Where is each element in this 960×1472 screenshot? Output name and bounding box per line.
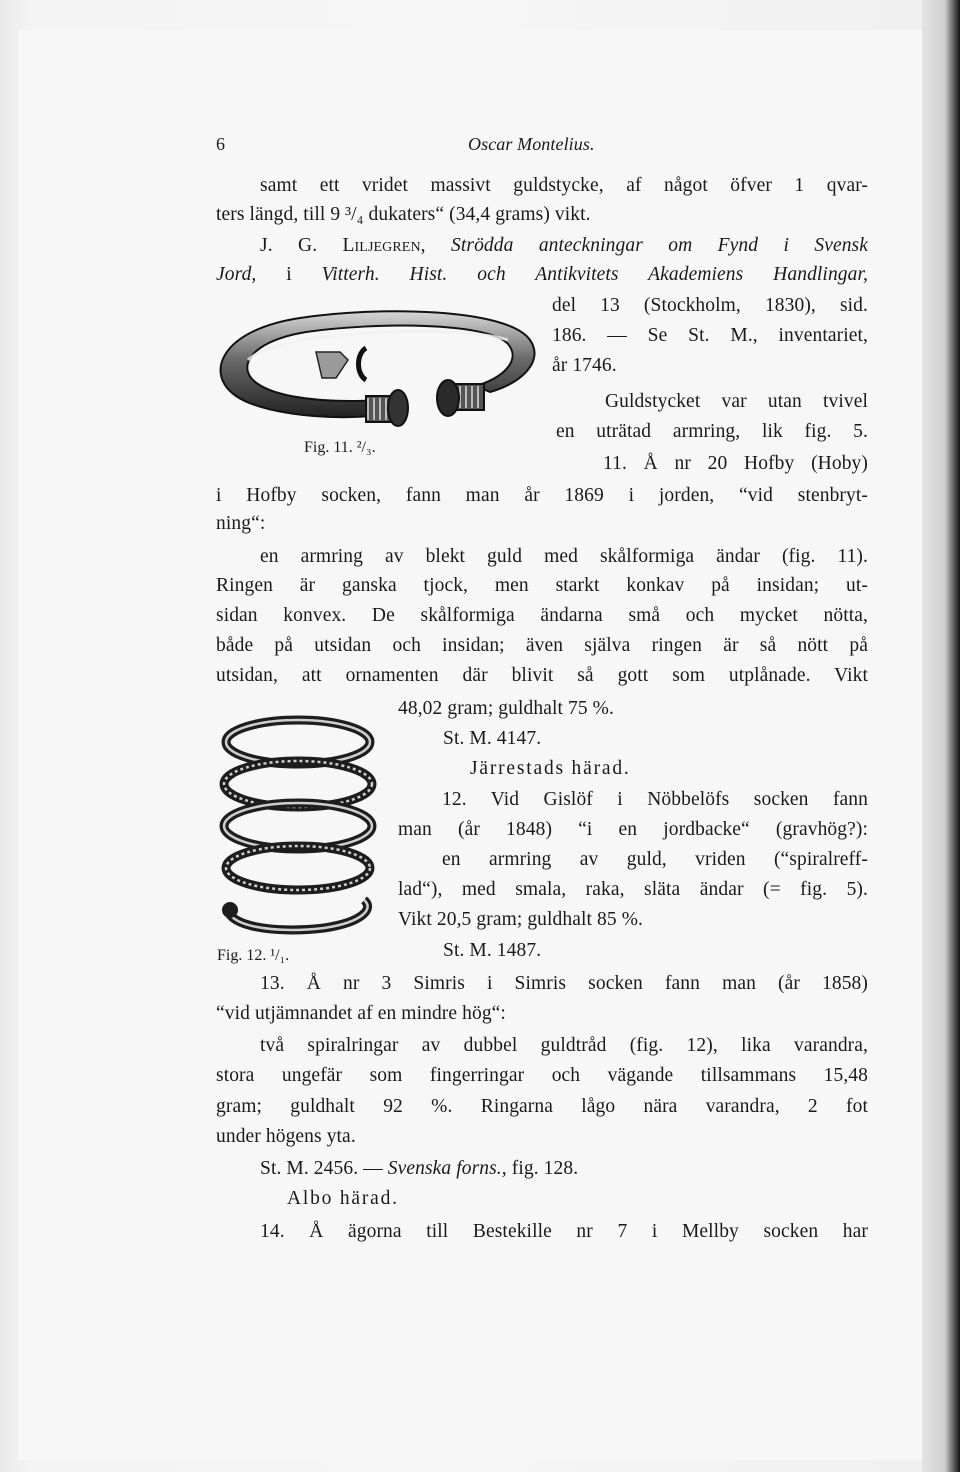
text-line-25: Vikt 20,5 gram; guldhalt 85 %. <box>398 909 644 930</box>
text-line-04-series: Vitterh. Hist. och Antikvitets Akademiens Handlingar, <box>321 264 869 285</box>
text-line-33-catalog: St. M. 2456. — <box>260 1158 388 1179</box>
reference-title: Strödda anteckningar om Fynd i Svensk <box>451 235 869 256</box>
text-line-17: utsidan, att ornamenten där blivit så gott som utplånade. Vikt <box>216 665 868 686</box>
text-line-23: en armring av guld, vriden (“spiralreff- <box>442 849 868 870</box>
text-line-18: 48,02 gram; guldhalt 75 %. <box>398 698 614 719</box>
text-line-28: “vid utjämnandet af en mindre hög“: <box>216 1003 506 1024</box>
text-line-30: stora ungefär som fingerringar och vägande tillsammans 15,48 <box>216 1065 868 1086</box>
text-line-21: 12. Vid Gislöf i Nöbbelöfs socken fann <box>442 789 868 810</box>
text-line-33 <box>260 1157 578 1181</box>
text-line-31: gram; guldhalt 92 %. Ringarna lågo nära varandra, 2 fot <box>216 1096 868 1117</box>
text-line-19: St. M. 4147. <box>443 728 542 749</box>
binding-edge <box>922 0 960 1472</box>
text-line-32: under högens yta. <box>216 1126 356 1147</box>
fig-12-spiral-ring-illustration <box>214 702 380 944</box>
text-line-14: Ringen är ganska tjock, men starkt konkav på insidan; ut- <box>216 575 868 596</box>
text-line-24: lad“), med smala, raka, släta ändar (= fig. 5). <box>398 879 868 900</box>
text-line-03 <box>260 234 868 258</box>
text-line-11: i Hofby socken, fann man år 1869 i jorden, “vid stenbryt- <box>216 485 868 506</box>
text-line-35: 14. Å ägorna till Bestekille nr 7 i Mellby socken har <box>260 1221 868 1242</box>
text-line-22: man (år 1848) “i en jordbacke“ (gravhög?): <box>398 819 868 840</box>
text-line-04-journal: Jord, <box>216 264 257 285</box>
text-line-33-source: Svenska forns., <box>387 1158 507 1179</box>
text-line-15: sidan konvex. De skålformiga ändarna små och mycket nötta, <box>216 605 868 626</box>
text-line-05: del 13 (Stockholm, 1830), sid. <box>552 295 868 316</box>
author-initials: J. G. <box>260 235 343 256</box>
text-line-26: St. M. 1487. <box>443 940 542 961</box>
page-number: 6 <box>216 134 226 154</box>
fig-11-right-cup-end <box>437 380 484 416</box>
fig-11-cross-section-detail <box>316 348 366 380</box>
author-surname: Liljegren <box>342 235 421 256</box>
fig-11-caption: Fig. 11. ²/₃. <box>304 439 376 456</box>
text-line-33-figure: fig. 128. <box>506 1158 579 1179</box>
fig-12-spiral-end <box>222 902 238 918</box>
text-line-16: både på utsidan och insidan; även själva ringen är så nött på <box>216 635 868 656</box>
text-line-13: en armring av blekt guld med skålformiga ändar (fig. 11). <box>260 546 868 567</box>
text-line-02: ters längd, till 9 ³/₄ dukaters“ (34,4 grams) vikt. <box>216 204 591 225</box>
fig-11-bracelet-illustration <box>208 300 552 436</box>
section-heading-albo-harad: Albo härad. <box>287 1188 399 1209</box>
text-line-12: ning“: <box>216 513 266 534</box>
running-title: Oscar Montelius. <box>468 134 595 154</box>
text-line-03-comma: , <box>420 235 452 256</box>
text-line-06: 186. — Se St. M., inventariet, <box>552 325 868 346</box>
text-line-04 <box>216 263 868 287</box>
text-line-27: 13. Å nr 3 Simris i Simris socken fann man (år 1858) <box>260 973 868 994</box>
text-line-08: Guldstycket var utan tvivel <box>605 391 868 412</box>
text-line-04-joiner: i <box>256 264 322 285</box>
text-line-07: år 1746. <box>552 355 617 376</box>
text-line-09: en uträtad armring, lik fig. 5. <box>556 421 868 442</box>
text-line-29: två spiralringar av dubbel guldtråd (fig. 12), lika varandra, <box>260 1035 868 1056</box>
section-heading-jarrestads-harad: Järrestads härad. <box>470 758 631 779</box>
fig-11-left-cup-end <box>366 390 408 426</box>
text-line-01: samt ett vridet massivt guldstycke, af något öfver 1 qvar- <box>260 175 868 196</box>
fig-12-caption: Fig. 12. ¹/₁. <box>217 947 290 964</box>
text-line-10: 11. Å nr 20 Hofby (Hoby) <box>603 453 868 474</box>
